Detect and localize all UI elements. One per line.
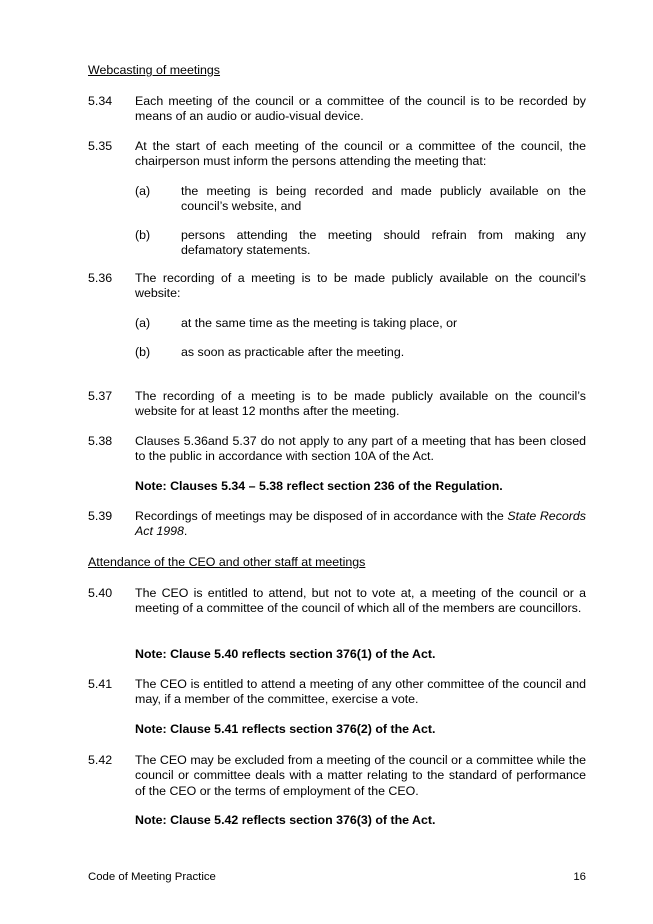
clause-text: The CEO is entitled to attend a meeting of any other committee of the council and may, if a member of the committee, exercise a vote.: [135, 677, 586, 707]
clause-number: 5.36: [88, 271, 113, 285]
clause-5-40: [88, 586, 586, 617]
item-text: the meeting is being recorded and made publicly available on the council’s website, and: [181, 184, 586, 214]
note-5-42: Note: Clause 5.42 reflects section 376(3) of the Act.: [135, 813, 436, 827]
page-number: 16: [573, 871, 586, 883]
clause-text: The CEO is entitled to attend, but not to vote at, a meeting of the council or a meeting of a committee of the council of which all of the members are councillors.: [135, 586, 586, 616]
clause-number: 5.40: [88, 586, 113, 600]
clause-5-37: [88, 389, 586, 420]
note-5-38: Note: Clauses 5.34 – 5.38 reflect section 236 of the Regulation.: [135, 479, 503, 493]
clause-5-39: [88, 509, 586, 540]
clause-5-36-item-a: [135, 316, 586, 331]
item-label: (b): [135, 228, 151, 242]
clause-5-36-item-b: [135, 345, 586, 360]
clause-5-38: [88, 434, 586, 465]
clause-5-42: [88, 753, 586, 799]
item-label: (b): [135, 345, 151, 359]
item-label: (a): [135, 184, 151, 198]
clause-text: Each meeting of the council or a committee of the council is to be recorded by means of an audio or audio-visual device.: [135, 94, 586, 124]
item-label: (a): [135, 316, 151, 330]
item-text: at the same time as the meeting is taking place, or: [181, 316, 458, 330]
clause-number: 5.38: [88, 434, 113, 448]
text-part: .: [183, 524, 188, 539]
clause-number: 5.42: [88, 753, 113, 767]
clause-number: 5.37: [88, 389, 113, 403]
clause-text: The recording of a meeting is to be made publicly available on the council’s website:: [135, 271, 586, 301]
section-heading-attendance: Attendance of the CEO and other staff at meetings: [88, 555, 366, 569]
note-5-41: Note: Clause 5.41 reflects section 376(2) of the Act.: [135, 722, 436, 736]
clause-5-35-item-a: [135, 184, 586, 215]
note-5-40: Note: Clause 5.40 reflects section 376(1) of the Act.: [135, 647, 436, 661]
clause-number: 5.39: [88, 509, 113, 523]
clause-number: 5.35: [88, 139, 113, 153]
clause-5-35: [88, 139, 586, 170]
clause-5-41: [88, 677, 586, 708]
clause-text: At the start of each meeting of the council or a committee of the council, the chairperson must inform the persons attending the meeting that:: [135, 139, 586, 169]
clause-text: [135, 509, 586, 540]
clause-5-35-item-b: [135, 228, 586, 259]
act-title: State Records Act 1998: [135, 509, 586, 539]
clause-text: The CEO may be excluded from a meeting of the council or a committee while the council or committee deals with a matter relating to the standard of performance of the CEO or the terms of employment of the CEO.: [135, 753, 586, 798]
clause-text: The recording of a meeting is to be made publicly available on the council’s website for at least 12 months after the meeting.: [135, 389, 586, 419]
item-text: persons attending the meeting should refrain from making any defamatory statements.: [181, 228, 586, 258]
clause-5-34: [88, 94, 586, 125]
clause-text: Clauses 5.36and 5.37 do not apply to any part of a meeting that has been closed to the public in accordance with section 10A of the Act.: [135, 434, 586, 464]
clause-number: 5.34: [88, 94, 113, 108]
section-heading-webcasting: Webcasting of meetings: [88, 63, 221, 77]
footer-title: Code of Meeting Practice: [88, 871, 216, 883]
clause-5-36: [88, 271, 586, 302]
clause-number: 5.41: [88, 677, 113, 691]
text-part: Recordings of meetings may be disposed of in accordance with the: [135, 509, 508, 523]
item-text: as soon as practicable after the meeting.: [181, 345, 405, 359]
